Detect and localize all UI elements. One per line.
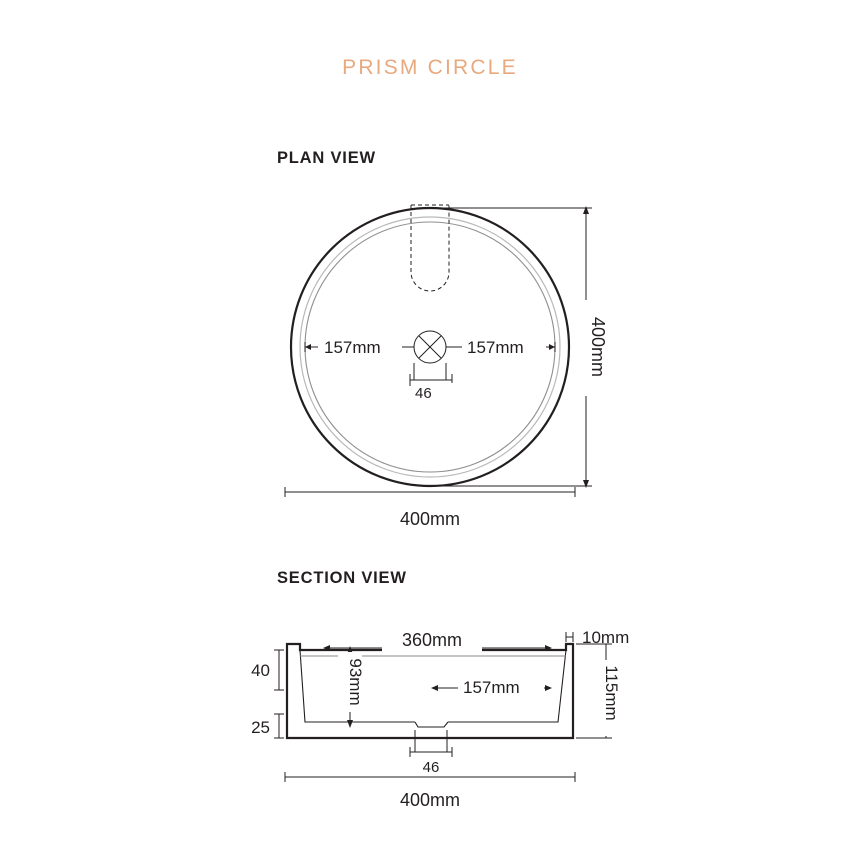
plan-right-radius-label: 157mm [467, 338, 524, 357]
page-title: PRISM CIRCLE [342, 56, 518, 79]
section-total-height-label: 115mm [602, 665, 621, 721]
section-view-heading: SECTION VIEW [277, 569, 407, 587]
section-width-label: 400mm [399, 790, 461, 810]
plan-view-heading: PLAN VIEW [277, 149, 376, 167]
plan-width-label: 400mm [399, 509, 461, 529]
plan-left-radius-label: 157mm [324, 338, 381, 357]
plan-height-label: 400mm [588, 316, 608, 378]
section-rim-thickness-label: 10mm [582, 628, 630, 647]
section-upper-height-label: 40 [251, 661, 270, 680]
section-top-width-label: 360mm [401, 630, 463, 650]
section-half-width-label: 157mm [463, 678, 520, 697]
section-depth-label: 93mm [346, 658, 365, 706]
section-lower-height-label: 25 [251, 718, 270, 737]
section-waste-label: 46 [422, 759, 440, 776]
plan-waste-label: 46 [415, 385, 432, 402]
